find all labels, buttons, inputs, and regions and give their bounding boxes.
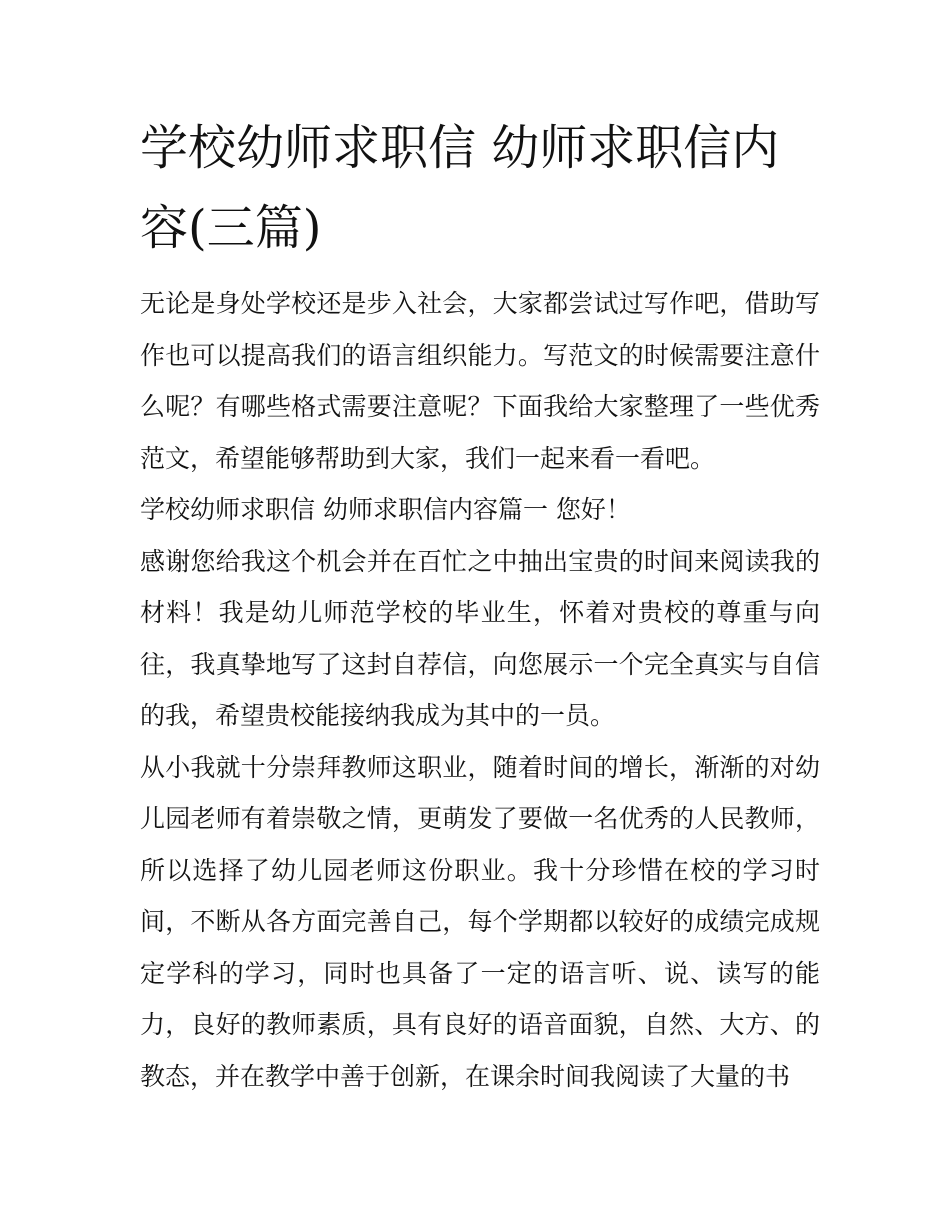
document-title: 学校幼师求职信 幼师求职信内容(三篇) — [140, 120, 780, 256]
document-body — [140, 278, 820, 1102]
paragraph-background: 从小我就十分崇拜教师这职业，随着时间的增长，渐渐的对幼儿园老师有着崇敬之情，更萌发了要做一名优秀的人民教师，所以选择了幼儿园老师这份职业。我十分珍惜在校的学习时间，不断从各方面完善自己，每个学期都以较好的成绩完成规定学科的学习，同时也具备了一定的语言听、说、读写的能力，良好的教师素质，具有良好的语音面貌，自然、大方、的教态，并在教学中善于创新，在课余时间我阅读了大量的书 — [140, 752, 820, 1091]
paragraph-greeting: 学校幼师求职信 幼师求职信内容篇一 您好！ — [140, 495, 631, 524]
paragraph-thanks: 感谢您给我这个机会并在百忙之中抽出宝贵的时间来阅读我的材料！我是幼儿师范学校的毕业生，怀着对贵校的尊重与向往，我真挚地写了这封自荐信，向您展示一个完全真实与自信的我，希望贵校能接纳我成为其中的一员。 — [140, 546, 820, 730]
paragraph-intro: 无论是身处学校还是步入社会，大家都尝试过写作吧，借助写作也可以提高我们的语言组织能力。写范文的时候需要注意什么呢？有哪些格式需要注意呢？下面我给大家整理了一些优秀范文，希望能够帮助到大家，我们一起来看一看吧。 — [140, 289, 820, 473]
